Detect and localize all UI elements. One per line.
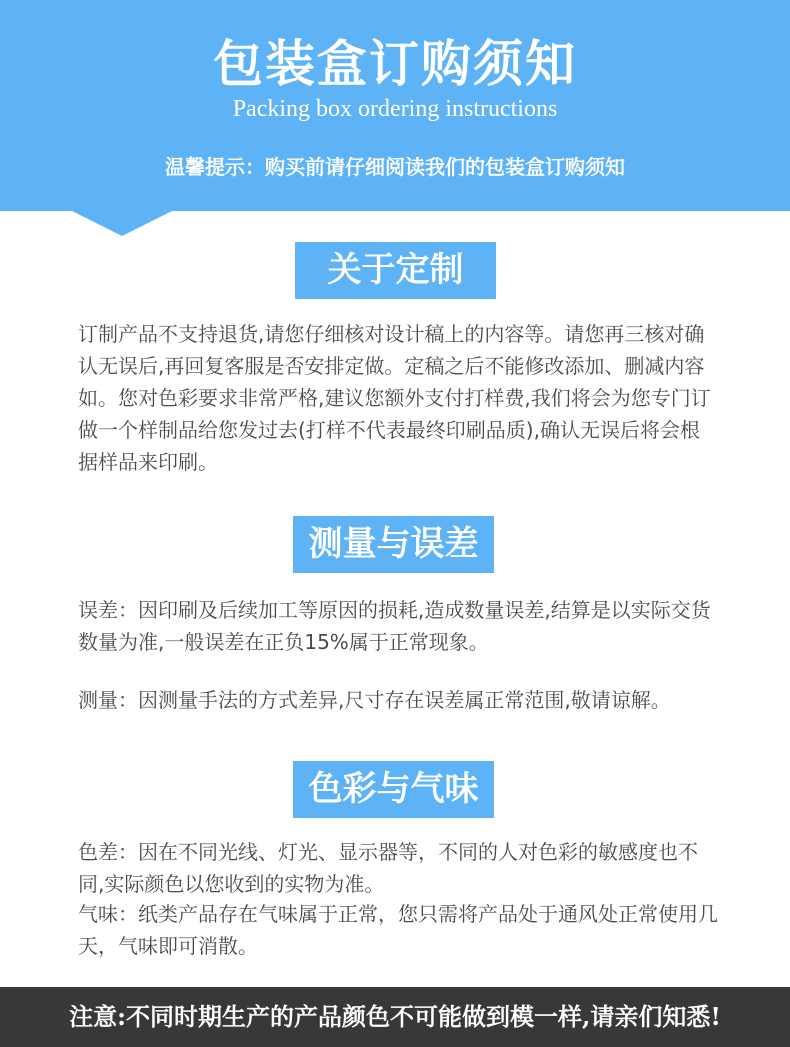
measurement-paragraph: 测量：因测量手法的方式差异,尺寸存在误差属正常范围,敬请谅解。 [78,688,671,712]
page-subtitle: Packing box ordering instructions [232,96,558,122]
smell-paragraph: 气味：纸类产品存在气味属于正常，您只需将产品处于通风处正常使用几天，气味即可消散。 [78,902,718,958]
page-title: 包装盒订购须知 [213,34,577,93]
header-banner [0,0,790,211]
error-paragraph: 误差：因印刷及后续加工等原因的损耗,造成数量误差,结算是以实际交货数量为准,一般误差在正负15%属于正常现象。 [78,598,711,654]
section-title-color-smell: 色彩与气味 [293,761,494,818]
footer-notice: 注意:不同时期生产的产品颜色不可能做到模一样,请亲们知悉! [69,1002,721,1031]
customization-paragraph: 订制产品不支持退货,请您仔细核对设计稿上的内容等。请您再三核对确认无误后,再回复客服是否安排定做。定稿之后不能修改添加、删减内容如。您对色彩要求非常严格,建议您额外支付打样费,我们将会为您专门订做一个样制品给您发过去(打样不代表最终印刷品质),确认无误后将会根据样品来印刷。 [78,322,711,474]
section-title-measurement: 测量与误差 [293,516,494,573]
footer-bar [0,987,790,1047]
header-notch [70,210,174,236]
reading-tip: 温馨提示：购买前请仔细阅读我们的包装盒订购须知 [165,155,625,179]
section-title-customization: 关于定制 [295,242,496,299]
color-difference-paragraph: 色差：因在不同光线、灯光、显示器等，不同的人对色彩的敏感度也不同,实际颜色以您收到的实物为准。 [78,840,698,896]
